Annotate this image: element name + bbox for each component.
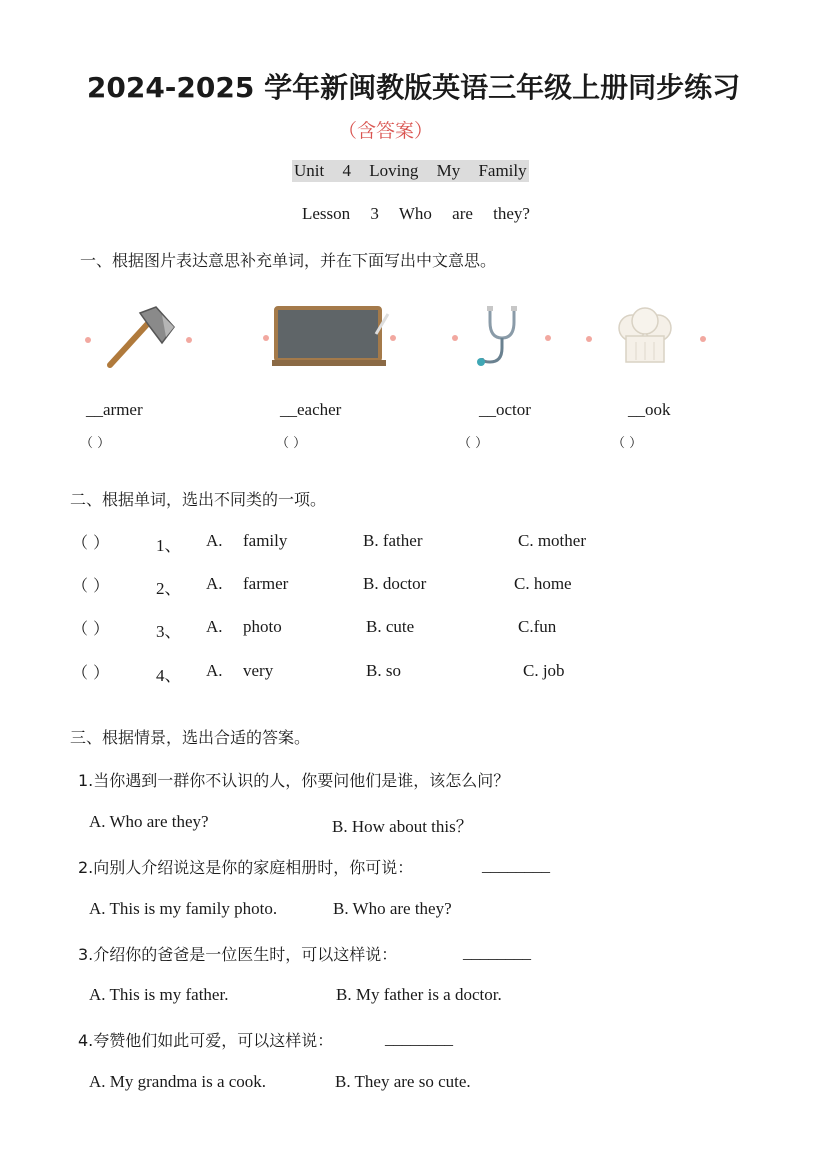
option-a: A. Who are they? — [89, 812, 209, 831]
option-b: B. Who are they? — [333, 899, 452, 918]
fill-word-cook: __ook — [628, 400, 671, 419]
option-a-label: A. — [206, 531, 223, 550]
decor-dot — [700, 336, 706, 342]
decor-dot — [545, 335, 551, 341]
meaning-blank[interactable]: （ ） — [276, 436, 307, 451]
question-number: 2、 — [156, 579, 182, 598]
option-c: C. job — [523, 661, 565, 680]
option-a: A. This is my father. — [89, 985, 229, 1004]
axe-icon — [100, 305, 180, 370]
meaning-blank[interactable]: （ ） — [612, 436, 643, 451]
section3-heading: 三、根据情景，选出合适的答案。 — [70, 728, 311, 747]
decor-dot — [263, 335, 269, 341]
answer-blank[interactable]: ________ — [385, 1029, 453, 1048]
fill-word-farmer: __armer — [86, 400, 143, 419]
option-b: B. They are so cute. — [335, 1072, 471, 1091]
question-number: 3、 — [156, 622, 182, 641]
fill-word-teacher: __eacher — [280, 400, 342, 419]
option-b: B. so — [366, 661, 401, 680]
option-a-label: A. — [206, 661, 223, 680]
decor-dot — [85, 337, 91, 343]
answer-blank[interactable]: ________ — [482, 856, 550, 875]
option-b: B. father — [363, 531, 423, 550]
chef-hat-icon — [614, 306, 676, 368]
option-a-label: A. — [206, 617, 223, 636]
meaning-blank[interactable]: （ ） — [458, 436, 489, 451]
decor-dot — [186, 337, 192, 343]
option-a: very — [243, 661, 274, 680]
situation-question: 2.向别人介绍说这是你的家庭相册时，你可说： — [78, 858, 414, 877]
situation-question: 4.夸赞他们如此可爱，可以这样说： — [78, 1031, 334, 1050]
section2-heading: 二、根据单词，选出不同类的一项。 — [70, 490, 327, 509]
decor-dot — [452, 335, 458, 341]
option-a: farmer — [243, 574, 289, 593]
option-b: B. How about this？ — [332, 817, 473, 836]
answer-blank[interactable]: （ ） — [72, 533, 110, 552]
option-b: B. doctor — [363, 574, 427, 593]
option-b: B. cute — [366, 617, 415, 636]
option-c: C. home — [514, 574, 572, 593]
situation-question: 1.当你遇到一群你不认识的人，你要问他们是谁，该怎么问？ — [78, 771, 510, 790]
unit-label: Unit 4 Loving My Family — [294, 161, 527, 180]
option-c: C.fun — [518, 617, 557, 636]
fill-word-doctor: __octor — [479, 400, 531, 419]
decor-dot — [586, 336, 592, 342]
section1-heading: 一、根据图片表达意思补充单词，并在下面写出中文意思。 — [80, 251, 497, 270]
page-title: 2024-2025 学年新闽教版英语三年级上册同步练习 — [86, 71, 741, 104]
option-a: photo — [243, 617, 282, 636]
option-a: family — [243, 531, 288, 550]
meaning-blank[interactable]: （ ） — [80, 436, 111, 451]
option-a: A. My grandma is a cook. — [89, 1072, 267, 1091]
answer-blank[interactable]: （ ） — [72, 619, 110, 638]
situation-question: 3.介绍你的爸爸是一位医生时，可以这样说： — [78, 945, 398, 964]
blackboard-icon — [270, 306, 392, 368]
lesson-label: Lesson 3 Who are they? — [302, 204, 530, 223]
answer-blank[interactable]: （ ） — [72, 576, 110, 595]
option-a-label: A. — [206, 574, 223, 593]
option-c: C. mother — [518, 531, 586, 550]
option-a: A. This is my family photo. — [89, 899, 278, 918]
option-b: B. My father is a doctor. — [336, 985, 502, 1004]
answer-blank[interactable]: ________ — [463, 943, 531, 962]
stethoscope-icon — [472, 304, 532, 370]
answer-note: （含答案） — [338, 120, 434, 142]
question-number: 4、 — [156, 666, 182, 685]
question-number: 1、 — [156, 536, 182, 555]
answer-blank[interactable]: （ ） — [72, 663, 110, 682]
